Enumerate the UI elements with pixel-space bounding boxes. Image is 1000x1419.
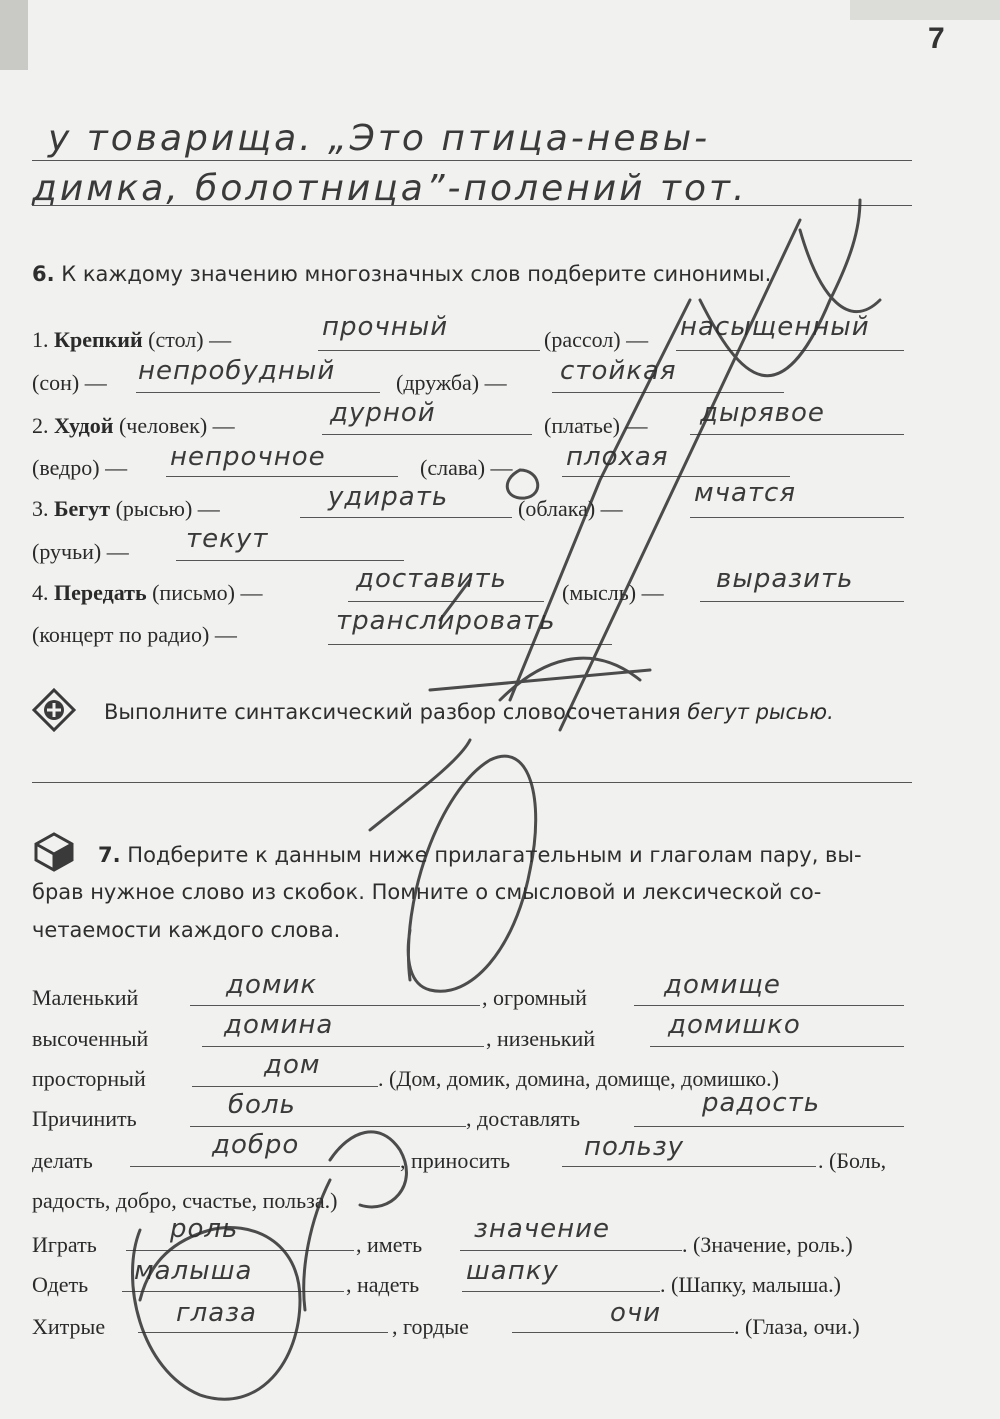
word-left: Маленький (32, 985, 139, 1010)
answer-line (202, 1046, 484, 1047)
task-6-heading (32, 262, 771, 286)
item-4-b-context: (мысль) — (562, 580, 664, 605)
answer: доставить (356, 564, 507, 594)
answer-line (190, 1126, 466, 1127)
answer: стойкая (560, 356, 677, 386)
answer-line (166, 476, 398, 477)
answer: текут (186, 524, 269, 554)
word-right: , гордые (392, 1314, 469, 1339)
item-4-c-context: (концерт по радио) — (32, 622, 237, 647)
item-3-c-context: (ручьи) — (32, 539, 129, 564)
word-left: Играть (32, 1232, 97, 1257)
word-left: Одеть (32, 1272, 89, 1297)
word-left: просторный (32, 1066, 146, 1091)
word-right: , низенький (486, 1026, 596, 1051)
answer-line (460, 1250, 682, 1251)
item-3-a: 3. Бегут (рысью) — (32, 496, 220, 521)
answer-line (634, 1126, 904, 1127)
item-word: Худой (54, 413, 114, 438)
answer: непробудный (138, 356, 336, 386)
item-2-c-context: (ведро) — (32, 455, 128, 480)
phrase: бегут рысью. (687, 700, 834, 724)
answer-line (634, 1005, 904, 1006)
item-word: Передать (54, 580, 147, 605)
word-left: Причинить (32, 1106, 137, 1131)
answer-line (32, 782, 912, 783)
item-1-c-context: (сон) — (32, 370, 107, 395)
answer: глаза (176, 1298, 257, 1328)
item-2-a: 2. Худой (человек) — (32, 413, 235, 438)
answer-line (690, 434, 904, 435)
answer: значение (474, 1214, 611, 1244)
answer-line (122, 1291, 344, 1292)
item-4-a: 4. Передать (письмо) — (32, 580, 263, 605)
answer-line (318, 350, 540, 351)
ruled-line (32, 160, 912, 161)
answer-line (130, 1166, 400, 1167)
plus-task-icon (32, 688, 76, 732)
answer: дырявое (700, 398, 825, 428)
item-1-b-context: (рассол) — (544, 327, 649, 352)
answer: домина (224, 1010, 334, 1040)
answer: домище (664, 970, 781, 1000)
item-2-d-context: (слава) — (420, 455, 513, 480)
handwriting-line-1: у товарища. „Это птица-невы- (48, 118, 711, 159)
answer-line (192, 1086, 378, 1087)
answer: малыша (134, 1256, 253, 1286)
word-right: , огромный (482, 985, 587, 1010)
answer-line (650, 1046, 904, 1047)
options: . (Боль, (818, 1148, 887, 1173)
answer-line (136, 392, 380, 393)
word-right: , надеть (346, 1272, 420, 1297)
task-prompt: К каждому значению многозначных слов подберите синонимы. (61, 262, 772, 286)
answer: очи (610, 1298, 662, 1328)
answer-line (562, 1166, 816, 1167)
options: . (Шапку, малыша.) (660, 1272, 841, 1297)
word-right: , приносить (400, 1148, 511, 1173)
item-3-b-context: (облака) — (518, 496, 623, 521)
answer: шапку (466, 1256, 559, 1286)
answer: роль (170, 1214, 239, 1244)
answer: дурной (330, 398, 436, 428)
answer-line (700, 601, 904, 602)
task-7-line-3: четаемости каждого слова. (32, 918, 341, 942)
answer: удирать (328, 482, 449, 512)
answer-line (462, 1291, 660, 1292)
word-right: , доставлять (466, 1106, 580, 1131)
ruled-line (32, 205, 912, 206)
answer: боль (228, 1090, 296, 1120)
task-7-line-2: брав нужное слово из скобок. Помните о смысловой и лексической со- (32, 880, 822, 904)
item-1-a: 1. Крепкий (стол) — (32, 327, 232, 352)
word-left: Хитрые (32, 1314, 106, 1339)
answer: насыщенный (680, 312, 870, 342)
answer: добро (212, 1130, 300, 1160)
scan-edge-shadow-top (850, 0, 1000, 20)
cube-task-icon (32, 832, 76, 872)
options: радость, добро, счастье, польза.) (32, 1188, 338, 1213)
task-number: 7. (98, 843, 121, 867)
item-2-b-context: (платье) — (544, 413, 648, 438)
answer: радость (702, 1088, 821, 1118)
item-1-d-context: (дружба) — (396, 370, 507, 395)
options: . (Дом, домик, домина, домище, домишко.) (378, 1066, 779, 1091)
answer-line (138, 1332, 388, 1333)
task-7-line-1: 7. Подберите к данным ниже прилагательным и глаголам пару, вы- (98, 843, 862, 867)
answer: транслировать (336, 606, 556, 636)
options: . (Глаза, очи.) (734, 1314, 860, 1339)
scan-edge-shadow (0, 0, 28, 70)
answer-line (348, 601, 544, 602)
word-right: , иметь (356, 1232, 423, 1257)
answer-line (552, 392, 784, 393)
answer: дом (264, 1050, 321, 1080)
answer-line (322, 434, 532, 435)
answer-line (126, 1250, 354, 1251)
answer: пользу (584, 1132, 685, 1162)
answer: прочный (322, 312, 449, 342)
answer: мчатся (694, 478, 796, 508)
answer-line (690, 517, 904, 518)
answer: плохая (566, 442, 669, 472)
extra-task: Выполните синтаксический разбор словосочетания бегут рысью. (104, 700, 834, 724)
page-number: 7 (928, 22, 945, 55)
answer-line (176, 560, 404, 561)
answer-line (676, 350, 904, 351)
answer: выразить (716, 564, 854, 594)
answer: непрочное (170, 442, 326, 472)
word-left: делать (32, 1148, 93, 1173)
item-word: Бегут (54, 496, 111, 521)
task-number: 6. (32, 262, 55, 286)
answer-line (562, 476, 790, 477)
answer-line (300, 517, 512, 518)
options: . (Значение, роль.) (682, 1232, 853, 1257)
handwriting-line-2: димка, болотница”-полений тот. (32, 168, 748, 209)
answer-line (190, 1005, 480, 1006)
answer-line (328, 644, 612, 645)
answer: домик (226, 970, 318, 1000)
answer-line (512, 1332, 734, 1333)
answer: домишко (668, 1010, 801, 1040)
word-left: высоченный (32, 1026, 149, 1051)
item-word: Крепкий (54, 327, 143, 352)
